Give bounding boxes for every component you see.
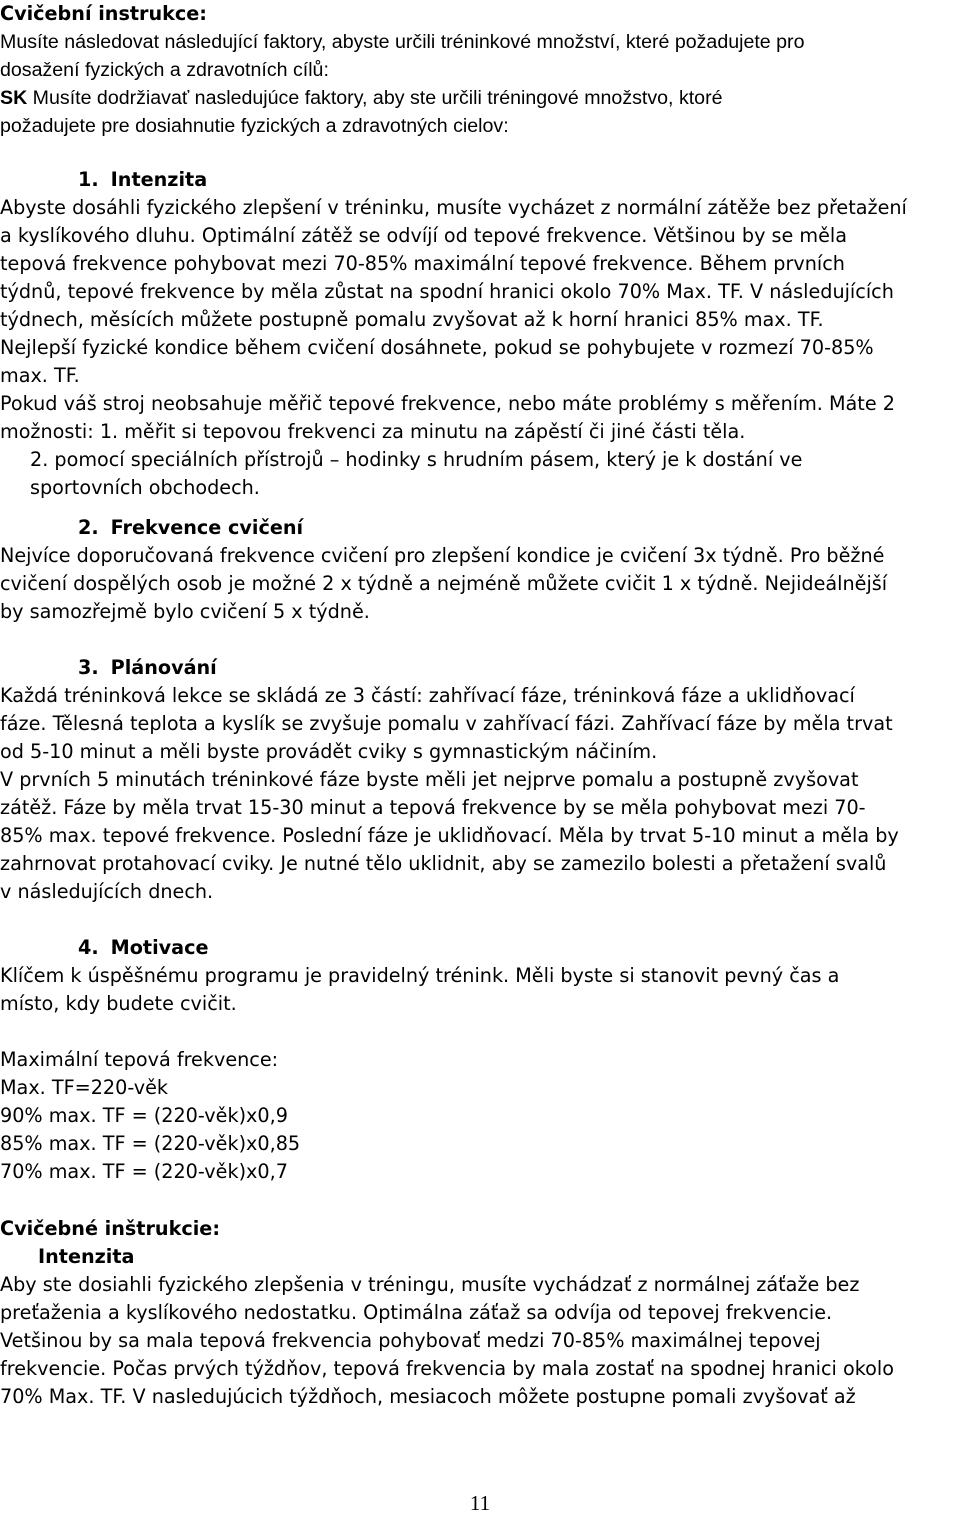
paragraph-line: Nejvíce doporučovaná frekvence cvičení pro zlepšení kondice je cvičení 3x týdně. Pro běžné: [0, 544, 885, 567]
paragraph-line: od 5-10 minut a měli byste provádět cviky s gymnastickým náčiním.: [0, 740, 658, 763]
paragraph-line: v následujících dnech.: [0, 880, 214, 903]
page-number: 11: [469, 1491, 491, 1515]
paragraph-line: možnosti: 1. měřit si tepovou frekvenci za minutu na zápěstí či jiné části těla.: [0, 420, 746, 443]
paragraph-line: Nejlepší fyzické kondice během cvičení dosáhnete, pokud se pohybujete v rozmezí 70-85%: [0, 336, 874, 359]
section-title: Frekvence cvičení: [110, 516, 304, 539]
sk-section-subtitle: Intenzita: [38, 1245, 135, 1268]
paragraph-line: Každá tréninková lekce se skládá ze 3 částí: zahřívací fáze, tréninková fáze a uklidňovací: [0, 684, 855, 707]
paragraph-line: 2. pomocí speciálních přístrojů – hodinky s hrudním pásem, který je k dostání ve: [30, 448, 803, 471]
paragraph-line: max. TF.: [0, 364, 80, 387]
page-title: Cvičební instrukce:: [0, 2, 207, 25]
paragraph-line: a kyslíkového dluhu. Optimální zátěž se odvíjí od tepové frekvence. Většinou by se měla: [0, 224, 848, 247]
paragraph-line: zátěž. Fáze by měla trvat 15-30 minut a tepová frekvence by se měla pohybovat mezi 70-: [0, 796, 866, 819]
paragraph-line: Klíčem k úspěšnému programu je pravidelný trénink. Měli byste si stanovit pevný čas a: [0, 964, 840, 987]
section-title: Intenzita: [110, 168, 208, 191]
intro-sk-line: [0, 84, 723, 112]
intro-sk-line: požadujete pre dosiahnutie fyzických a zdravotných cielov:: [0, 115, 509, 137]
paragraph-line: tepová frekvence pohybovat mezi 70-85% maximální tepové frekvence. Během prvních: [0, 252, 845, 275]
paragraph-line: místo, kdy budete cvičit.: [0, 992, 237, 1015]
paragraph-line: V prvních 5 minutách tréninkové fáze byste měli jet nejprve pomalu a postupně zvyšovat: [0, 768, 859, 791]
paragraph-line: Abyste dosáhli fyzického zlepšení v tréninku, musíte vycházet z normální zátěže bez přetažení: [0, 196, 907, 219]
sk-language-tag: SK: [0, 87, 28, 109]
paragraph-line: týdnů, tepové frekvence by měla zůstat na spodní hranici okolo 70% Max. TF. V následujících: [0, 280, 894, 303]
paragraph-line: Aby ste dosiahli fyzického zlepšenia v tréningu, musíte vychádzať z normálnej záťaže bez: [0, 1273, 860, 1296]
section-number: 1.: [78, 168, 99, 191]
paragraph-line: preťaženia a kyslíkového nedostatku. Optimálna záťaž sa odvíja od tepovej frekvencie.: [0, 1301, 833, 1324]
paragraph-line: zahrnovat protahovací cviky. Je nutné tělo uklidnit, aby se zamezilo bolesti a přetažení svalů: [0, 852, 887, 875]
section-heading-motivace: [78, 934, 209, 962]
section-number: 2.: [78, 516, 99, 539]
section-heading-frekvence: [78, 514, 303, 542]
paragraph-line: týdnech, měsících můžete postupně pomalu zvyšovat až k horní hranici 85% max. TF.: [0, 308, 824, 331]
paragraph-line: Vetšinou by sa mala tepová frekvencia pohybovať medzi 70-85% maximálnej tepovej: [0, 1329, 821, 1352]
section-heading-planovani: [78, 654, 217, 682]
sk-section-title: Cvičebné inštrukcie:: [0, 1217, 220, 1240]
intro-sk-text: Musíte dodržiavať nasledujúce faktory, aby ste určili tréningové množstvo, ktoré: [27, 87, 723, 109]
paragraph-line: frekvencie. Počas prvých týždňov, tepová frekvencia by mala zostať na spodnej hranici okolo: [0, 1357, 894, 1380]
section-title: Motivace: [110, 936, 209, 959]
formula-line: Max. TF=220-věk: [0, 1076, 169, 1099]
intro-cz-line: Musíte následovat následující faktory, abyste určili tréninkové množství, které požadujete pro: [0, 31, 805, 53]
section-number: 3.: [78, 656, 99, 679]
section-number: 4.: [78, 936, 99, 959]
paragraph-line: sportovních obchodech.: [30, 476, 260, 499]
paragraph-line: fáze. Tělesná teplota a kyslík se zvyšuje pomalu v zahřívací fázi. Zahřívací fáze by měla trvat: [0, 712, 893, 735]
formula-line: 90% max. TF = (220-věk)x0,9: [0, 1104, 288, 1127]
paragraph-line: cvičení dospělých osob je možné 2 x týdně a nejméně můžete cvičit 1 x týdně. Nejideálnější: [0, 572, 888, 595]
formula-heading: Maximální tepová frekvence:: [0, 1048, 279, 1071]
section-heading-intenzita: [78, 166, 207, 194]
formula-line: 70% max. TF = (220-věk)x0,7: [0, 1160, 288, 1183]
paragraph-line: 85% max. tepové frekvence. Poslední fáze je uklidňovací. Měla by trvat 5-10 minut a měla by: [0, 824, 899, 847]
paragraph-line: by samozřejmě bylo cvičení 5 x týdně.: [0, 600, 370, 623]
paragraph-line: Pokud váš stroj neobsahuje měřič tepové frekvence, nebo máte problémy s měřením. Máte 2: [0, 392, 895, 415]
formula-line: 85% max. TF = (220-věk)x0,85: [0, 1132, 301, 1155]
section-title: Plánování: [110, 656, 217, 679]
paragraph-line: 70% Max. TF. V nasledujúcich týždňoch, mesiacoch môžete postupne pomali zvyšovať až: [0, 1385, 856, 1408]
intro-cz-line: dosažení fyzických a zdravotních cílů:: [0, 59, 329, 81]
